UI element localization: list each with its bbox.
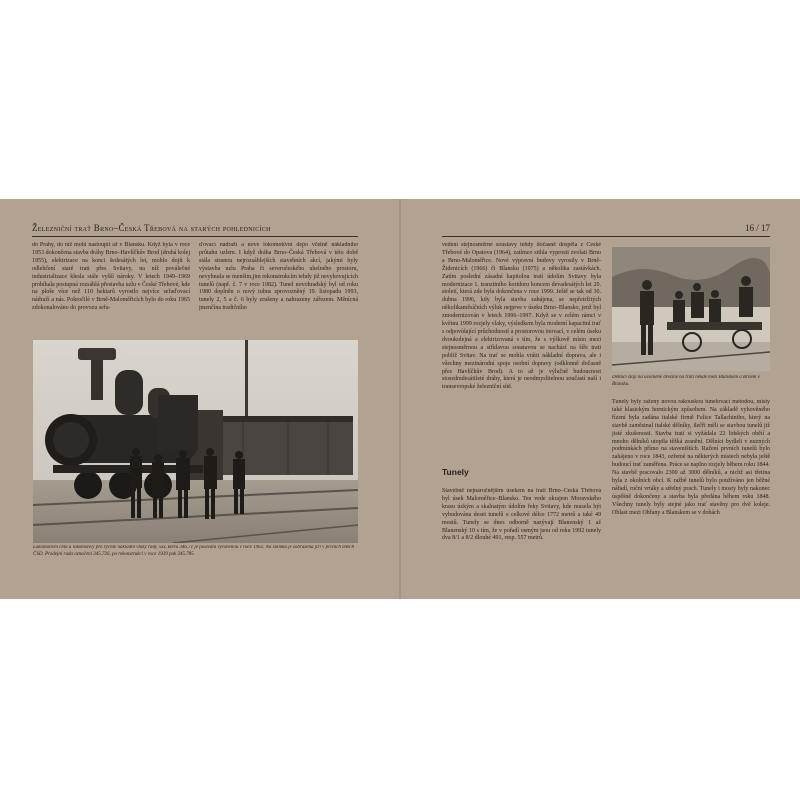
right-page-column-2 — [612, 399, 770, 569]
header-rule-left — [32, 236, 358, 237]
header-rule-right — [442, 236, 770, 237]
left-page-column-2 — [199, 242, 358, 337]
locomotive-photo-image — [33, 340, 358, 543]
book-spread — [0, 199, 800, 599]
workers-draisine-photo — [612, 247, 770, 371]
page-numbers: 16 / 17 — [744, 223, 770, 233]
workers-photo-caption: Dělníci stojí na uvolněné drezíně na trati někde mezi Blanskem a Brnem v Blansku. — [612, 375, 760, 387]
left-col2-paragraph: ďovací nádraží a nové lokomotivní depo včetně nákladního průtahu uzlem. I když dráha Brno–Česká Třebová v této době stála stranou nejrozsáhlejších stavebních akcí, jakými byly výstavba uzlu Praha či severočeského uhelného prostoru, nevyhnula se menším,jim rekonstrukcím tehdy již nevyhovujících tunelů (např. č. 7 v roce 1982). Tunel novohradský byl od roku 1980 doplněn o nový tubus zprovozněný 19. listopadu 1993, tunely 2, 5 a č. 6 byly zrušeny a nahrazeny zářezem. Měnícná jmenčína tradičního — [199, 242, 358, 312]
locomotive-photo — [33, 340, 358, 543]
left-page-column-1 — [32, 242, 190, 337]
locomotive-photo-caption: Lokomotivní četa u lokomotivy pro rychlé nákladní vlaky řady 5xx, která 346.71 je poslední vyrobenou v roce 1962. Na snímku je zobrazena jiří v prvních letech ČSD. Prodejní ruda označení 345.726, po rekonstrukcí v roce 1939 pak 345.785. — [33, 545, 355, 557]
right-col1-paragraph: vedení stejnosměrné soustavy tehdy dočasně dospěla z České Třebové do Opatova (1964), zatímco stihla vyprosti zvolati Brno a Brno-Maloměřice. Nové výpravní budovy vyrostly v Brně-Židenicích (1966) či Blansku (1975) a několika zastávkách. Zatím poslední zásadní kapitolou tratí údolím Svitavy byla modernizace 1. tranzitního koridoru koncem devadesátých let 20. století, která zde byla dokončena v roce 1999. Ještě se tak od 30. dubna 1996, kdy byla stavba zahájena, se nepřetržitých několikaměsíčních výluk nejprve v úseku Brno–Blansko, jenž byl zmodernizován v letech 1996–1997. Když se v celém rámci v květnu 1999 rozjely vlaky, výsledkem byla moderní kapacitní trať s odpovídající průchodností a prostorovou inovací, v celém úseku dvoukolejná a elektrizovaná s tím, že s výškově místo mezi stejnosměrnou a střídavou soustavou se nachází na šíře trati pobliž Svitav. Na trať se mohla vrátit nákladní doprava, ale i všechny mezinárodní spoje osobní dopravy (odklonně dočasně přes Havlíčkův Brod). A to až je výlučně budoucnost stosedmdesátileté dráhy, která je neodmyslitelnou součástí naší i transevropské železniční sítě. — [442, 242, 601, 391]
right-page-column-1-lower — [442, 488, 601, 568]
running-header-left: Železniční trať Brno–Česká Třebová na starých pohlednicích — [32, 223, 271, 233]
tunely-paragraph: Stavebně nejnáročnějším úsekem na trati Brno–Česká Třebová byl úsek Maloměřice–Blansko. Ten vede okrajem Moravského krasu úzkým a skalnatým údolím řeky Svitavy, kde musela být vybudována deset tunelů o celkové délce 1772 metrů a také 49 mostů. Tunely se dnes odborně nazývají Blanenský 1 až Blanenský 10 s tím, že v pořadí osmým jsou od roku 1992 tunely dva 8/1 a 8/2 dlouhé 491, resp. 557 metrů. — [442, 488, 601, 542]
right-page-column-1 — [442, 242, 601, 460]
workers-photo-image — [612, 247, 770, 371]
section-heading-tunely: Tunely — [442, 467, 469, 477]
book-gutter — [399, 199, 401, 599]
left-col1-paragraph: do Prahy, do níž mohl nastoupit až v Blansku. Když byla v roce 1953 dokončena stavba dráhy Brno–Havlíčkův Brod (druhá kolej 1955), elektrizace na konci šedesátých let, mohlo dojít k odlehčení staré trati přes Svitavy, na níž poválečné industrializace klesla stále vyšší nároky. V letech 1949–1969 probíhala postupná rozsáhlá přestavba uzlu v České Třebové, kde na ploše více než 110 hektarů vyrostlo nejvíce seřaďovací nádraží a nás. Pokročilé v Brně-Maloměřicích bylo do roku 1965 zdokonalováno do provozu seřa- — [32, 242, 190, 312]
right-col2-paragraph: Tunely byly raženy novou rakouskou tunelovací metodou, místy také klasickým hornickým způsobem. Na základě vyhověného řízení byla zadána italské firmě Felice Tallachiniho, který na stavbě zaměstnal italské dělníky, ilečři měli se stavbou tunelů již jisté zkušenosti. Stavba tratí si vyžádala 22 lidských obětí a mnoho dělníků utopila těžká zranění. Dělníci bydleli v nuzných podmínkách přímo na staveništích. Ražení prvních tunelů bylo zahájeno v roce 1843, ozřemé na některých místech nebyla ještě budoucí trať zaměřena. Práce se naplno rozjely během roku 1844. Na stavbě pracovalo 2300 až 3000 dělníků, a nichž asi třetina byla z okolních obcí. K ražbě tunelů bylo používáno jen běžné nářadí, ruční vrtáky a střelný prach. Tunely i mosty byly nakonec úspěšně dokončeny a stavba byla předána během roku 1848. Všechny tunely byly stejné jako trať stavěny pro dvě koleje. Oblast mezi Obřany a Blanskem se v dobách — [612, 399, 770, 516]
